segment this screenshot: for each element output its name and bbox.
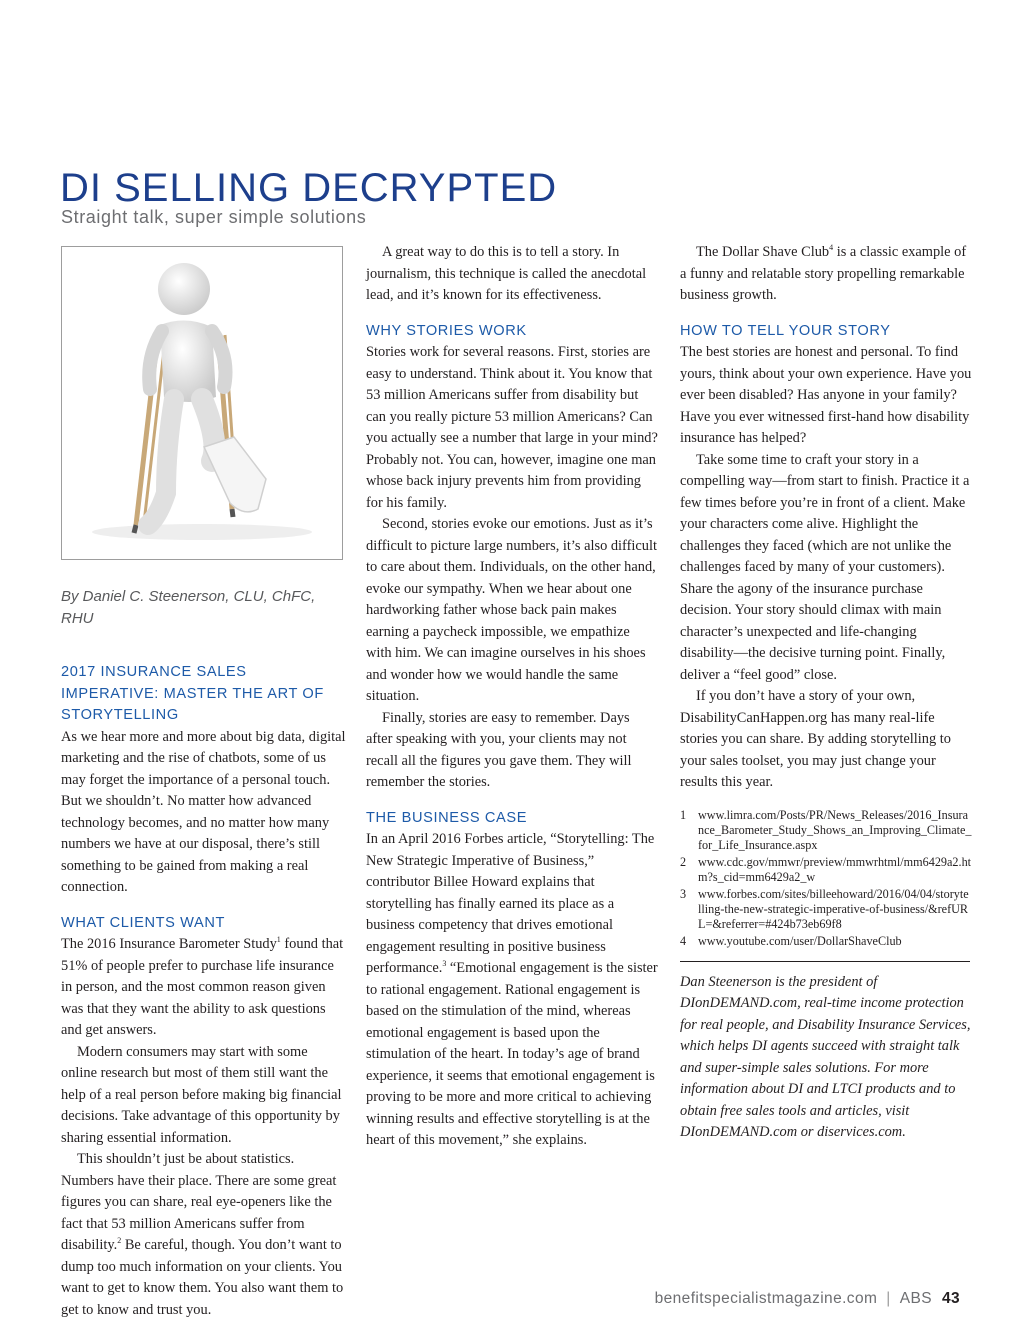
footnote-ref: 1 [276, 935, 281, 945]
reference-link[interactable]: www.limra.com/Posts/PR/News_Releases/2016_Insurance_Barometer_Study_Shows_an_Improving_Climate_for_Life_Insurance.aspx [698, 807, 972, 852]
page-title: DI SELLING DECRYPTED [60, 166, 558, 210]
reference-item: 2 www.cdc.gov/mmwr/preview/mmwrhtml/mm6429a2.htm?s_cid=mm6429a2_w [680, 854, 972, 884]
page-footer [655, 1290, 960, 1308]
reference-link[interactable]: www.forbes.com/sites/billeehoward/2016/04/04/storytelling-the-new-strategic-imperative-of-business/&refURL=&referrer=#424b73eb69f8 [698, 886, 969, 931]
section-heading-imperative: 2017 INSURANCE SALES IMPERATIVE: MASTER THE ART OF STORYTELLING [61, 664, 324, 723]
column-1 [61, 662, 346, 1321]
paragraph: The Dollar Shave Club$^4$ is a classic example of a funny and relatable story propelling remarkable business growth. [680, 243, 967, 303]
paragraph: The best stories are honest and personal. To find yours, think about your own experience. Have you ever been disabled? Has anyone in your family? Have you ever witnessed first-hand how disability insurance has helped? [680, 344, 972, 446]
divider [680, 961, 970, 962]
page-number: 43 [941, 1290, 960, 1307]
page-subtitle: Straight talk, super simple solutions [61, 207, 367, 227]
section-heading-how: HOW TO TELL YOUR STORY [680, 322, 891, 339]
footer-site: benefitspecialistmagazine.com [654, 1290, 878, 1307]
paragraph: In an April 2016 Forbes article, “Storytelling: The New Strategic Imperative of Business,” contributor Billee Howard explains that storytelling has finally earned its place as a business competency that drives emotional engagement resulting in positive business performance.$^3$ “Emotional engagement is the sister to rational engagement. Rational engagement is based on the stimulation of the mind, whereas emotional engagement is based upon the stimulation of the heart. In today’s age of brand experience, it seems that emotional engagement is proving to be more and more critical to achieving winning results and effective storytelling is at the heart of this movement,” she explains. [366, 831, 658, 1148]
paragraph: This shouldn’t just be about statistics. Numbers have their place. There are some great figures you can share, real eye-openers like the fact that 53 million Americans suffer from disability.$^2$ Be careful, though. You don’t want to dump too much information on your clients. You want to get to know them. You also want them to get to know and trust you. [61, 1151, 344, 1318]
crutches-figure-image [61, 246, 343, 560]
section-heading-clients: WHAT CLIENTS WANT [61, 914, 225, 931]
author-bio: Dan Steenerson is the president of DIonDEMAND.com, real-time income protection for real people, and Disability Insurance Services, which helps DI agents succeed with straight talk and super-simple sales solutions. For more information about DI and LTCI products and to obtain free sales tools and articles, visit DIonDEMAND.com or diservices.com. [680, 973, 971, 1140]
section-heading-business: THE BUSINESS CASE [366, 809, 528, 826]
crutches-figure-icon [62, 247, 342, 559]
footer-publication: ABS [899, 1290, 932, 1307]
paragraph: The 2016 Insurance Barometer Study$^1$ found that 51% of people prefer to purchase life insurance in person, and the most common reason given was that they want the ability to ask questions and get answers. [61, 935, 344, 1038]
paragraph: Take some time to craft your story in a compelling way—from start to finish. Practice it a few times before you’re in front of a client. Make your characters come alive. Highlight the challenges they faced (which are not unlike the challenges faced by many of your customers). Share the agony of the insurance purchase decision. Your story should climax with main character’s unexpected and life-changing disability—the decisive turning point. Finally, deliver a “feel good” close. [680, 451, 970, 683]
paragraph: Modern consumers may start with some online research but most of them still want the help of a real person before making big financial decisions. Take advantage of this opportunity by sharing essential information. [61, 1043, 342, 1146]
reference-link[interactable]: www.youtube.com/user/DollarShaveClub [698, 933, 902, 948]
references-list [680, 808, 972, 949]
reference-link[interactable]: www.cdc.gov/mmwr/preview/mmwrhtml/mm6429a2.htm?s_cid=mm6429a2_w [698, 854, 972, 884]
column-3 [680, 242, 972, 1144]
author-byline: By Daniel C. Steenerson, CLU, ChFC, RHU [61, 588, 316, 627]
paragraph: A great way to do this is to tell a story. In journalism, this technique is called the anecdotal lead, and it’s known for its effectiveness. [366, 244, 647, 303]
reference-item: 1 www.limra.com/Posts/PR/News_Releases/2016_Insurance_Barometer_Study_Shows_an_Improving_Climate_for_Life_Insurance.aspx [680, 807, 972, 852]
paragraph: Stories work for several reasons. First, stories are easy to understand. Think about it. You know that 53 million Americans suffer from disability but can you really picture 53 million Americans? Can you actually see a number that large in your mind? Probably not. You can, however, imagine one man whose back injury prevents him from providing for his family. [366, 344, 658, 511]
column-2 [366, 242, 658, 1152]
footer-separator: | [886, 1290, 891, 1307]
footnote-ref: 3 [442, 959, 447, 969]
footnote-ref: 4 [829, 243, 834, 253]
section-heading-why: WHY STORIES WORK [366, 322, 527, 339]
footnote-ref: 2 [117, 1236, 122, 1246]
paragraph: Finally, stories are easy to remember. Days after speaking with you, your clients may not recall all the figures you gave them. They will remember the stories. [366, 709, 632, 790]
paragraph: Second, stories evoke our emotions. Just as it’s difficult to picture large numbers, it’s also difficult to care about them. Individuals, on the other hand, evoke our sympathy. When we hear about one hardworking father whose back pain makes earning a paycheck impossible, we empathize with him. We can imagine ourselves in his shoes and wonder how we would handle the same situation. [366, 516, 657, 704]
reference-item: 3 www.forbes.com/sites/billeehoward/2016/04/04/storytelling-the-new-strategic-imperative-of-business/&refURL=&referrer=#424b73eb69f8 [680, 887, 972, 932]
paragraph: If you don’t have a story of your own, DisabilityCanHappen.org has many real-life stories you can share. By adding storytelling to your sales toolset, you may just change your results this year. [680, 688, 951, 790]
paragraph: As we hear more and more about big data, digital marketing and the rise of chatbots, some of us may forget the importance of a personal touch. But we shouldn’t. No matter how advanced technology becomes, and no matter how many numbers we have at our disposal, there’s still something to be gained from making a real connection. [61, 728, 346, 895]
reference-item: 4 www.youtube.com/user/DollarShaveClub [680, 934, 972, 949]
